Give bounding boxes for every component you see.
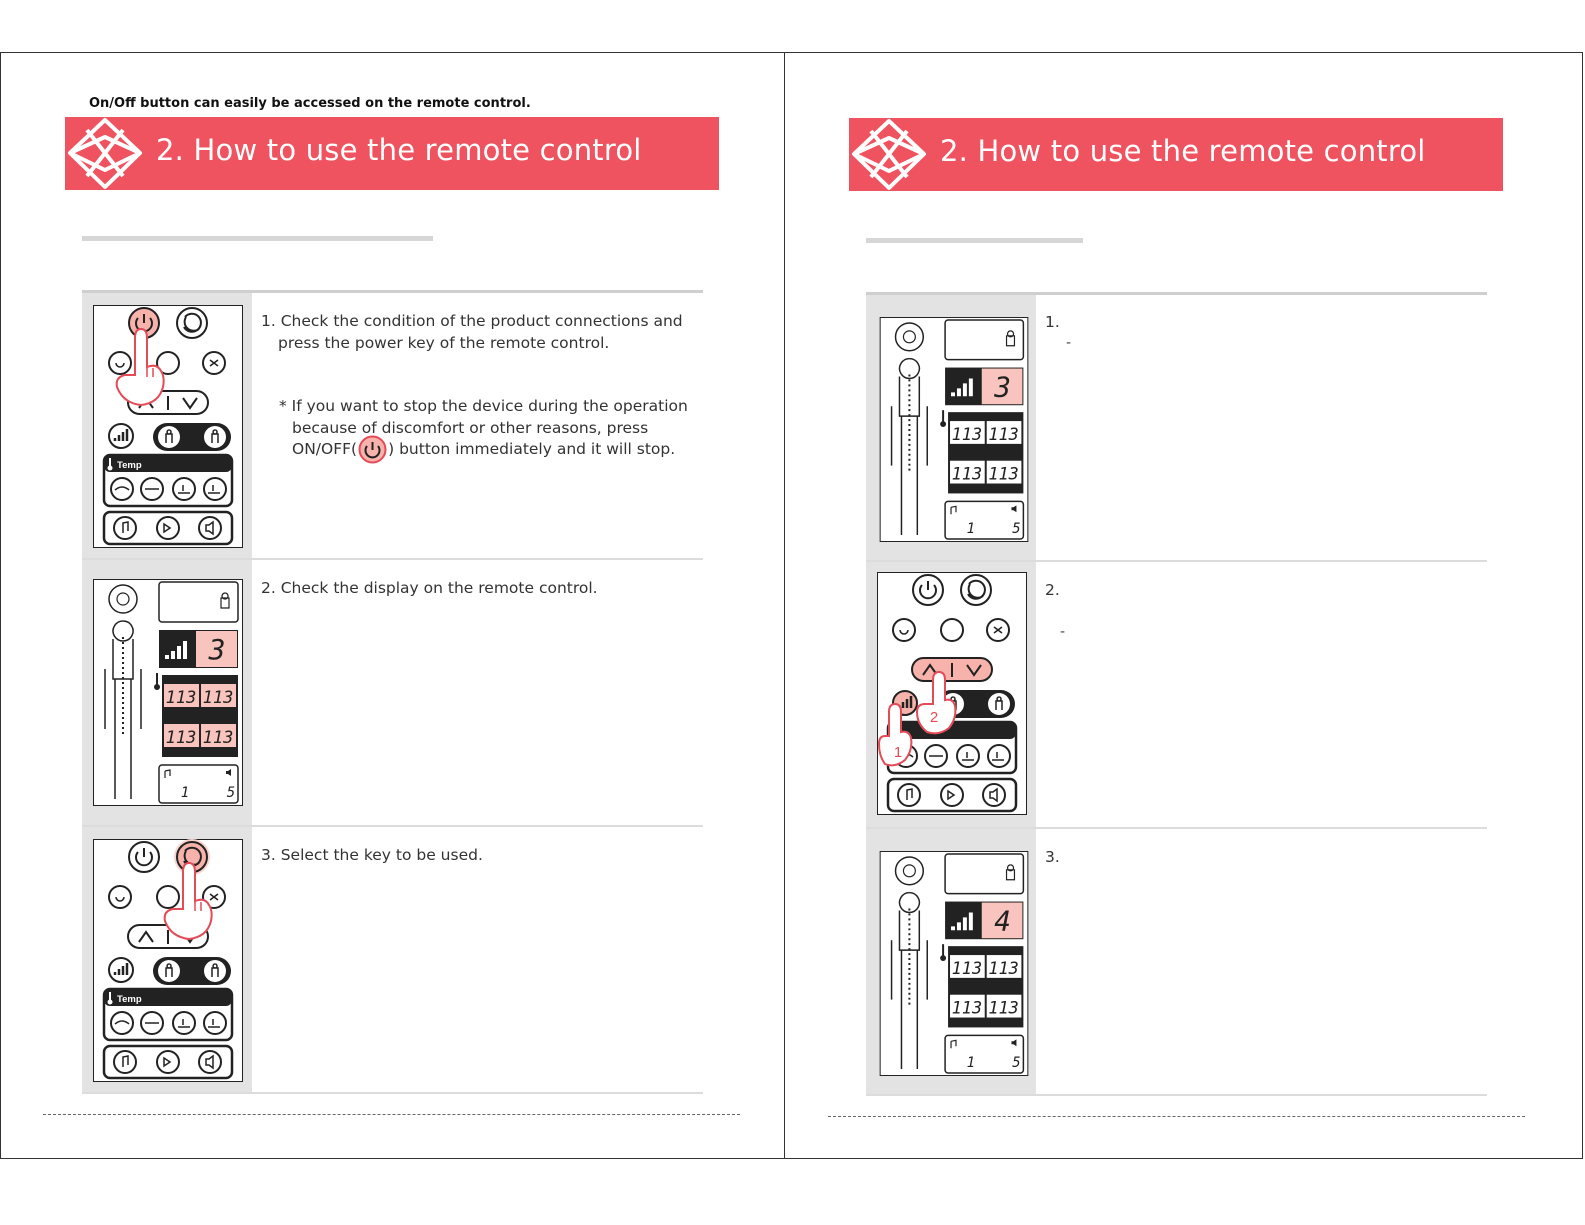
remote-control-illustration	[93, 305, 243, 548]
illustration-cell	[866, 295, 1036, 560]
temp-value: 113	[951, 957, 983, 978]
right-step-1-number: 1.	[1045, 313, 1060, 331]
gesture-number: 2	[929, 709, 939, 726]
illustration-cell	[866, 562, 1036, 827]
remote-control-illustration	[877, 572, 1027, 815]
auto-mode-icon	[177, 308, 207, 338]
footer-dashed-line	[828, 1116, 1525, 1117]
inline-power-icon	[357, 435, 388, 464]
subtitle-placeholder-line	[866, 238, 1083, 243]
dash-mark: -	[1066, 335, 1072, 351]
volume-value: 5	[1012, 521, 1021, 538]
temp-value: 113	[165, 728, 197, 748]
temp-value: 113	[951, 997, 983, 1018]
stop-note: * If you want to stop the device during the operation because of discomfort or other reasons, press ON/OFF( ) button immediately and it will stop.	[279, 396, 688, 461]
temp-value: 113	[988, 463, 1019, 484]
section-title: 2. How to use the remote control	[940, 134, 1426, 168]
remote-display-illustration	[93, 579, 243, 806]
illustration-cell	[866, 829, 1036, 1094]
track-value: 1	[966, 1055, 976, 1072]
right-step-3-number: 3.	[1045, 848, 1060, 866]
temp-label: Temp	[117, 460, 142, 471]
row-separator	[866, 1094, 1487, 1096]
illustration-cell	[82, 560, 252, 825]
section-title: 2. How to use the remote control	[156, 133, 642, 167]
footer-dashed-line	[43, 1114, 740, 1115]
temp-value: 113	[202, 688, 234, 708]
row-separator	[82, 1092, 703, 1094]
temp-value: 113	[202, 728, 234, 748]
intensity-icon	[109, 958, 133, 982]
right-step-2-number: 2.	[1045, 581, 1060, 599]
temp-value: 113	[951, 423, 983, 444]
remote-control-illustration	[93, 839, 243, 1082]
temp-value: 113	[165, 688, 197, 708]
step-1-text: 1. Check the condition of the product connections and press the power key of the remote control.	[261, 312, 683, 352]
top-note: On/Off button can easily be accessed on the remote control.	[89, 96, 531, 111]
page-fold	[784, 52, 785, 1159]
cube-logo-icon	[67, 116, 143, 191]
intensity-icon	[109, 424, 133, 448]
remote-display-illustration	[879, 851, 1029, 1076]
temp-value: 113	[988, 423, 1019, 444]
intensity-value: 4	[994, 904, 1011, 938]
intensity-value: 3	[994, 370, 1011, 404]
temp-label: Temp	[117, 994, 142, 1005]
dash-mark: -	[1060, 624, 1066, 640]
temp-value: 113	[988, 997, 1019, 1018]
volume-value: 5	[226, 785, 236, 801]
section-banner-left	[65, 117, 719, 190]
temp-value: 113	[951, 463, 983, 484]
cube-logo-icon	[851, 117, 927, 192]
volume-value: 5	[1012, 1055, 1021, 1072]
illustration-cell	[82, 827, 252, 1092]
track-value: 1	[966, 521, 976, 538]
subtitle-placeholder-line	[82, 236, 433, 241]
remote-display-illustration	[879, 317, 1029, 542]
illustration-cell	[82, 293, 252, 558]
gesture-number: 1	[893, 744, 903, 761]
step-2-text: 2. Check the display on the remote control.	[261, 579, 598, 597]
section-banner-right	[849, 118, 1503, 191]
step-3-text: 3. Select the key to be used.	[261, 846, 483, 864]
intensity-value: 3	[208, 633, 226, 666]
track-value: 1	[180, 785, 190, 801]
temp-value: 113	[988, 957, 1019, 978]
auto-mode-icon	[961, 575, 991, 605]
